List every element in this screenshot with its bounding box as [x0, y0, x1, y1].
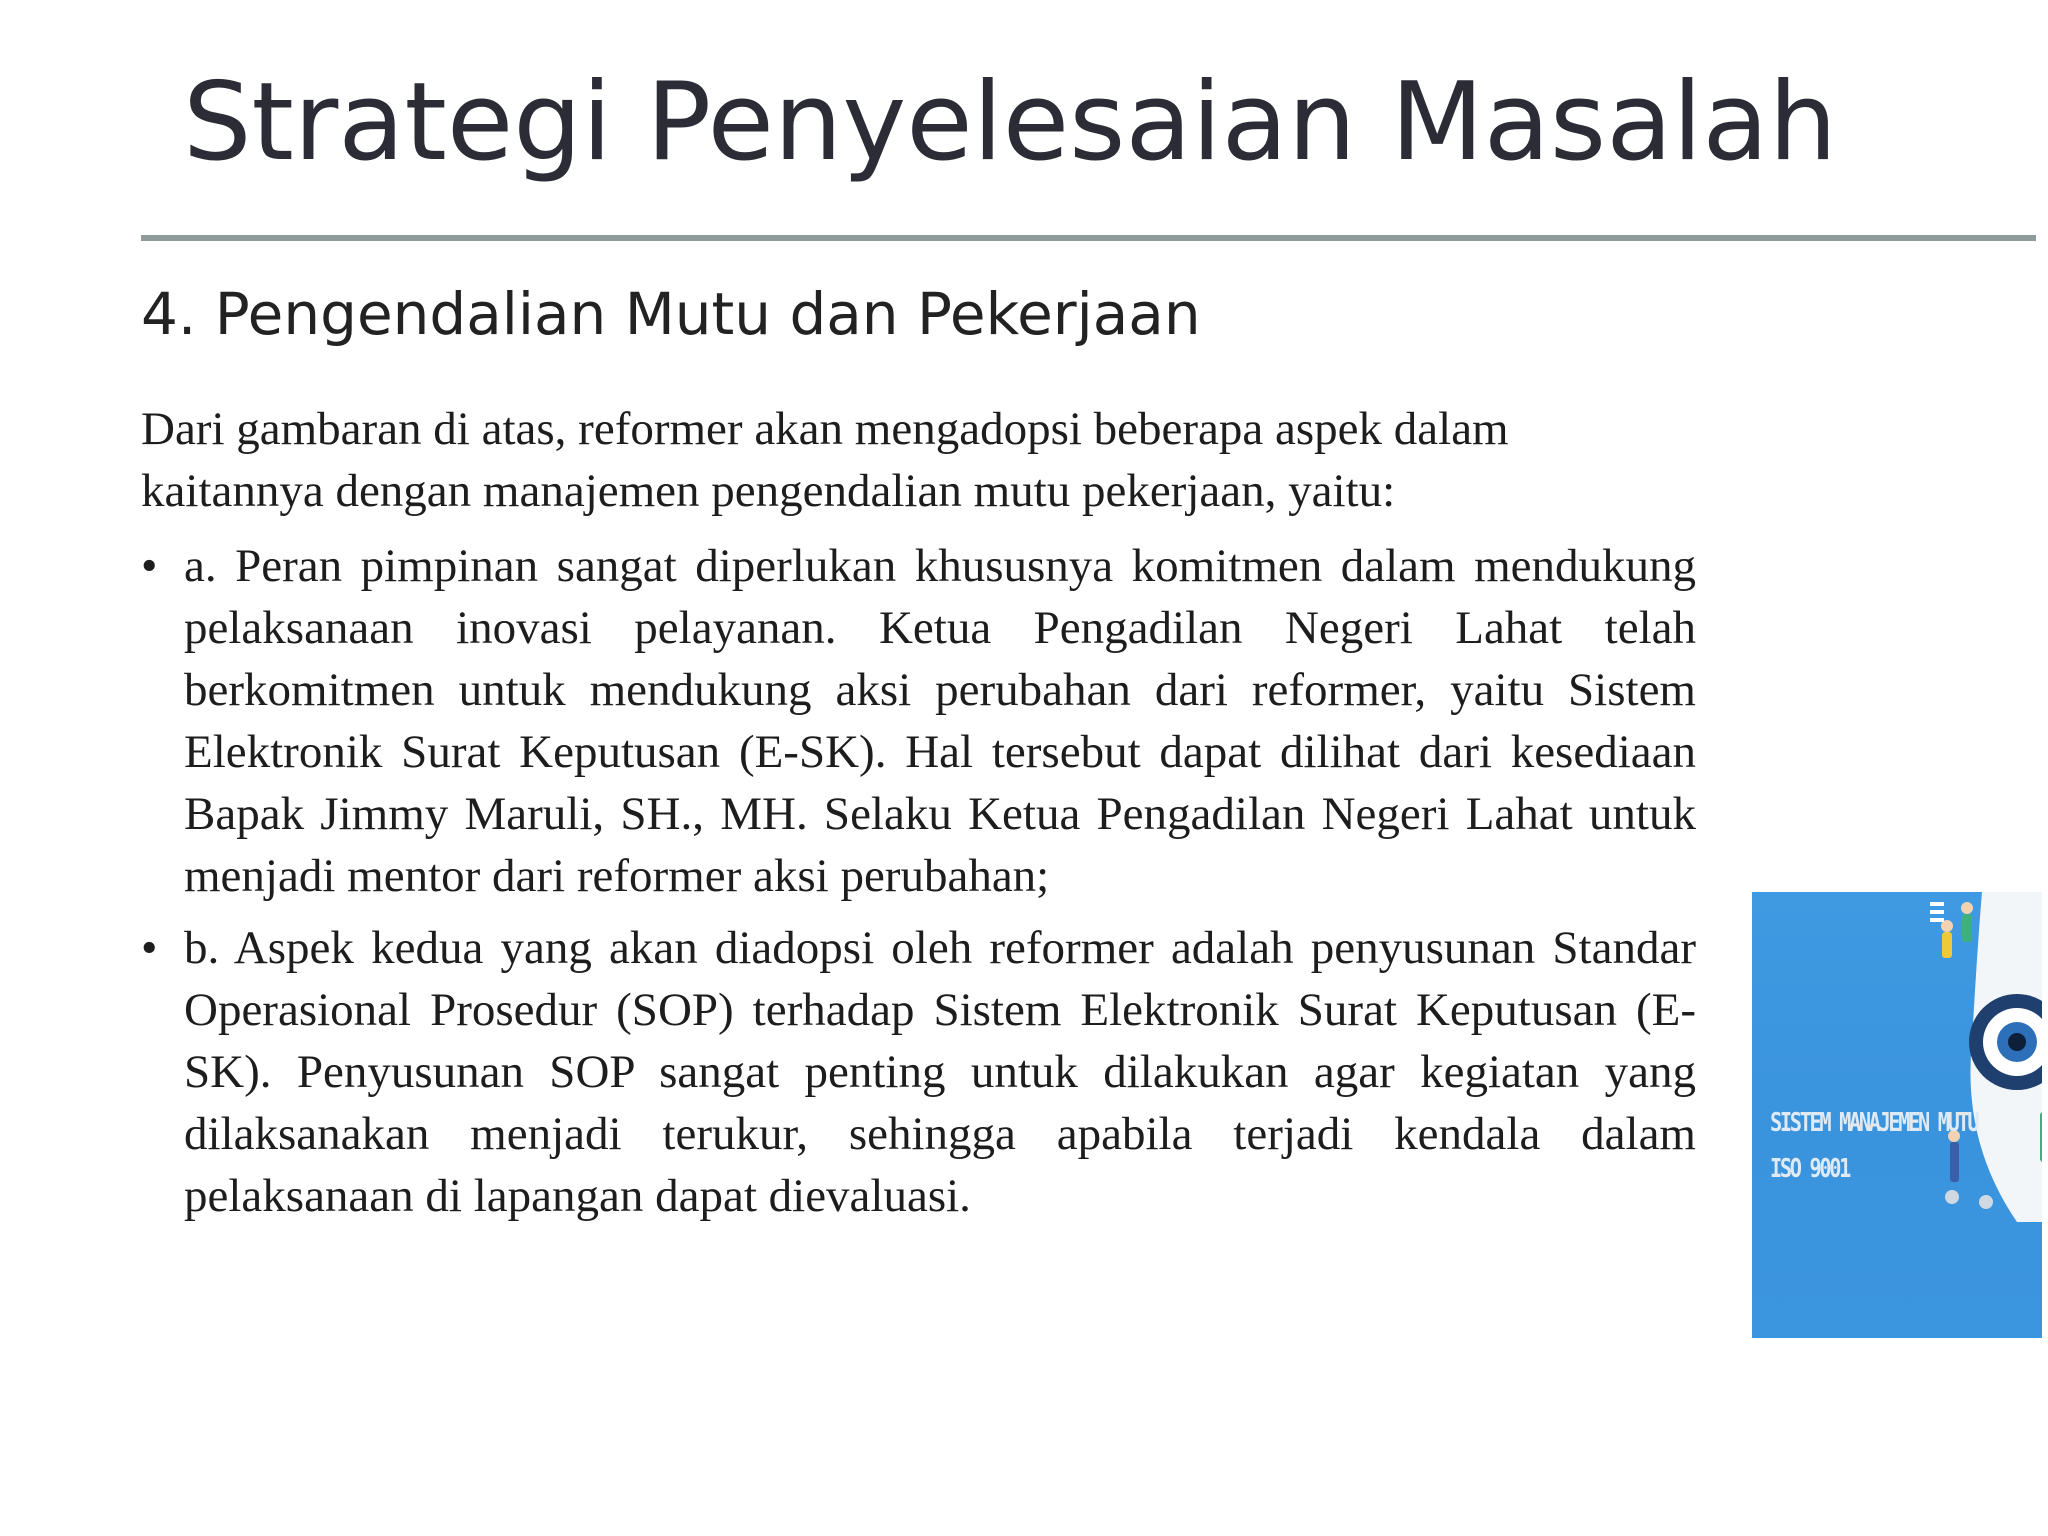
intro-paragraph: Dari gambaran di atas, reformer akan mengadopsi beberapa aspek dalam kaitannya dengan manajemen pengendalian mutu pekerjaan, yaitu: — [141, 403, 1509, 517]
bullet-item-a — [141, 535, 1696, 907]
bullet-marker: • — [141, 540, 158, 592]
bullet-text: b. Aspek kedua yang akan diadopsi oleh reformer adalah penyusunan Standar Operasional Prosedur (SOP) terhadap Sistem Elektronik Surat Keputusan (E-SK). Penyusunan SOP sangat penting untuk dilakukan agar kegiatan yang dilaksanakan menjadi terukur, sehingga apabila terjadi kendala dalam pelaksanaan di lapangan dapat dievaluasi. — [184, 922, 1696, 1222]
image-caption-line2: ISO 9001 — [1770, 1154, 1849, 1184]
image-caption-line1: SISTEM MANAJEMEN MUTU — [1770, 1108, 1978, 1138]
bullet-list — [141, 535, 1696, 1237]
section-heading: 4. Pengendalian Mutu dan Pekerjaan — [141, 280, 1201, 348]
title-divider — [141, 235, 2036, 241]
quality-management-image — [1752, 892, 2042, 1338]
slide-title: Strategi Penyelesaian Masalah — [183, 60, 1838, 185]
bullet-item-b — [141, 917, 1696, 1227]
bullet-text: a. Peran pimpinan sangat diperlukan khususnya komitmen dalam mendukung pelaksanaan inovasi pelayanan. Ketua Pengadilan Negeri Lahat telah berkomitmen untuk mendukung aksi perubahan dari reformer, yaitu Sistem Elektronik Surat Keputusan (E-SK). Hal tersebut dapat dilihat dari kesediaan Bapak Jimmy Maruli, SH., MH. Selaku Ketua Pengadilan Negeri Lahat untuk menjadi mentor dari reformer aksi perubahan; — [184, 540, 1696, 902]
bullet-marker: • — [141, 922, 158, 974]
image-caption — [1770, 1100, 1977, 1192]
